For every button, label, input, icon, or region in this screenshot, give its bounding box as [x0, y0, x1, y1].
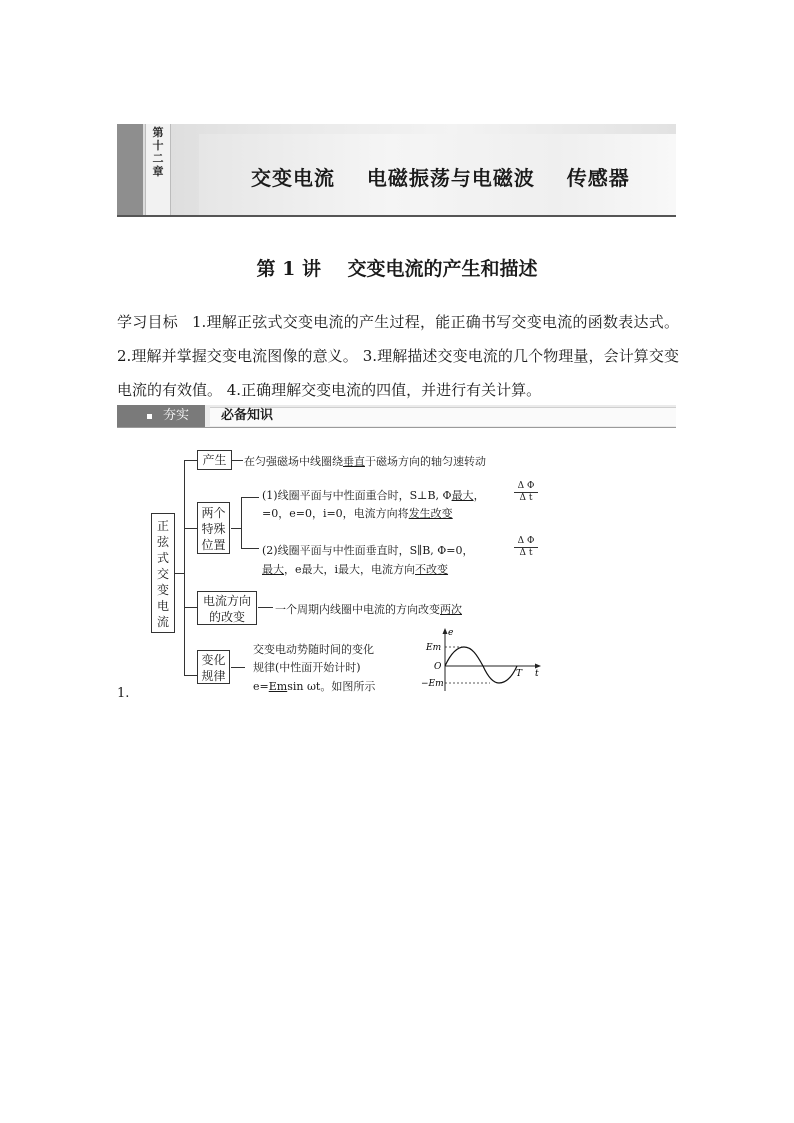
generation-connector	[231, 460, 243, 461]
law-line2: 规律(中性面开始计时)	[253, 661, 361, 674]
fraction-denominator: Δ t	[519, 548, 533, 558]
dphi-dt-fraction	[512, 481, 540, 504]
graph-label-origin: O	[434, 662, 442, 672]
fraction-numerator: Δ Φ	[517, 481, 535, 491]
graph-label-neg-em: −Em	[421, 679, 444, 689]
position2-line1: (2)线圈平面与中性面垂直时，S∥B, Φ=0，	[262, 544, 474, 557]
special-box-line: 特殊	[201, 522, 226, 536]
branch-line	[184, 528, 197, 529]
branch-line	[184, 460, 197, 461]
change-law-box	[197, 650, 230, 684]
special-box-line: 两个	[201, 506, 226, 520]
dphi-dt-fraction	[512, 536, 540, 559]
banner-bottom-line	[117, 215, 676, 217]
graph-y-arrow	[443, 628, 448, 634]
root-char: 正	[156, 519, 169, 533]
direction-change-box	[197, 591, 257, 625]
position1-line1: (1)线圈平面与中性面重合时，S⊥B, Φ最大，	[262, 489, 485, 502]
fraction-denominator: Δ t	[519, 493, 533, 503]
chapter-title: 交变电流 电磁振荡与电磁波 传感器	[251, 166, 630, 190]
position2-line2: 最大，e最大，i最大，电流方向不改变	[262, 563, 449, 576]
branch-line	[184, 675, 197, 676]
law-box-line: 变化	[201, 653, 226, 667]
chapter-number-tab	[145, 124, 171, 216]
law-line1: 交变电动势随时间的变化	[253, 643, 374, 656]
direction-text: 一个周期内线圈中电流的方向改变两次	[275, 603, 462, 616]
direction-connector	[258, 607, 273, 608]
position1-line2: =0，e=0，i=0，电流方向将发生改变	[262, 507, 453, 520]
special-box-line: 位置	[201, 538, 226, 552]
root-char: 式	[156, 551, 169, 565]
graph-label-t-axis: t	[535, 669, 539, 679]
graph-label-t-period: T	[516, 669, 523, 679]
section-label-box	[210, 407, 676, 426]
section-header	[117, 405, 676, 427]
direction-box-line: 的改变	[208, 610, 245, 624]
root-char: 交	[156, 567, 169, 581]
special-branch	[241, 497, 259, 498]
graph-label-em: Em	[426, 643, 442, 653]
direction-box-line: 电流方向	[202, 594, 251, 608]
section-tag-text: 夯实	[163, 408, 190, 423]
lecture-title: 第 1 讲 交变电流的产生和描述	[256, 258, 538, 280]
root-char: 流	[156, 615, 169, 629]
square-bullet-icon	[147, 414, 152, 419]
root-char: 弦	[156, 535, 169, 549]
banner-left-strip	[117, 124, 143, 216]
sine-wave-graph	[420, 625, 545, 693]
root-box	[151, 513, 175, 633]
root-char: 变	[156, 583, 169, 597]
root-char: 电	[156, 599, 169, 613]
goals-text: 1.理解正弦式交变电流的产生过程，能正确书写交变电流的函数表达式。 2.理解并掌握交变电流图像的意义。 3.理解描述交变电流的几个物理量，会计算交变电流的有效值。 4.正确理解交变电流的四值，并进行有关计算。	[117, 313, 679, 399]
section-label: 必备知识	[221, 408, 274, 423]
section-divider	[117, 427, 676, 428]
learning-goals	[117, 305, 679, 407]
goals-label: 学习目标	[117, 313, 178, 331]
fraction-numerator: Δ Φ	[517, 536, 535, 546]
chapter-number: 第十二章	[152, 126, 164, 178]
law-line3: e=Emsin ωt。如图所示	[253, 680, 376, 693]
generation-box: 产生	[197, 450, 232, 470]
special-branch	[241, 548, 259, 549]
sine-curve	[445, 647, 517, 683]
generation-text: 在匀强磁场中线圈绕垂直于磁场方向的轴匀速转动	[244, 455, 486, 468]
item-number: 1.	[117, 686, 130, 701]
special-branch-line	[241, 497, 242, 548]
graph-x-arrow	[535, 664, 541, 669]
main-branch-line	[184, 460, 185, 675]
law-box-line: 规律	[201, 669, 226, 683]
section-tag	[117, 405, 205, 427]
special-connector	[231, 528, 241, 529]
root-connector	[175, 573, 184, 574]
graph-label-e: e	[448, 628, 454, 638]
special-positions-box	[197, 502, 230, 554]
law-connector	[231, 667, 245, 668]
chapter-banner	[117, 124, 676, 216]
branch-line	[184, 607, 197, 608]
